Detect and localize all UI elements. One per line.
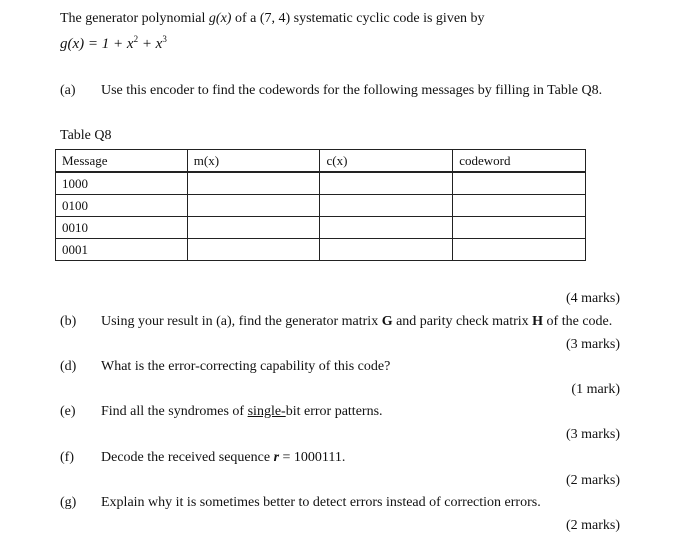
cell-codeword[interactable] xyxy=(453,217,586,239)
part-e-marks: (3 marks) xyxy=(565,427,620,442)
part-b-text-3: of the code. xyxy=(543,314,613,329)
header-codeword: codeword xyxy=(453,150,586,173)
part-g-marks: (2 marks) xyxy=(565,518,620,533)
cell-message: 0100 xyxy=(56,195,188,217)
table-q8 xyxy=(55,149,586,261)
table-header-row xyxy=(56,150,586,173)
intro-line xyxy=(60,11,485,27)
cell-codeword[interactable] xyxy=(453,239,586,261)
r-symbol: r xyxy=(273,450,280,465)
part-b-label: (b) xyxy=(60,314,77,329)
cell-codeword[interactable] xyxy=(453,172,586,195)
generator-polynomial xyxy=(60,36,167,52)
header-cx: c(x) xyxy=(320,150,453,173)
cell-mx[interactable] xyxy=(187,239,320,261)
cell-cx[interactable] xyxy=(320,172,453,195)
part-f-marks: (2 marks) xyxy=(565,473,620,488)
matrix-g: G xyxy=(381,314,393,329)
cell-mx[interactable] xyxy=(187,195,320,217)
part-d-marks: (1 mark) xyxy=(571,382,620,397)
part-f-text-2: = 1000111. xyxy=(279,450,346,465)
table-row xyxy=(56,195,586,217)
cell-mx[interactable] xyxy=(187,172,320,195)
poly-exponent-1: 2 xyxy=(133,34,139,44)
part-e-text-2: bit error patterns. xyxy=(285,404,383,419)
table-row xyxy=(56,217,586,239)
part-f-text xyxy=(101,450,345,466)
cell-cx[interactable] xyxy=(320,239,453,261)
part-d-text: What is the error-correcting capability of this code? xyxy=(101,359,391,374)
part-e-underlined: single- xyxy=(247,404,286,419)
part-e-text xyxy=(101,404,383,420)
part-g-label: (g) xyxy=(60,495,77,510)
part-f-text-1: Decode the received sequence xyxy=(101,450,274,465)
poly-mid: + x xyxy=(138,36,163,52)
header-mx: m(x) xyxy=(187,150,320,173)
part-d-label: (d) xyxy=(60,359,77,374)
cell-cx[interactable] xyxy=(320,195,453,217)
part-b-text xyxy=(101,314,612,330)
part-b-text-1: Using your result in (a), find the generator matrix xyxy=(101,314,382,329)
part-b-marks: (3 marks) xyxy=(565,337,620,352)
poly-lhs: g(x) = 1 + x xyxy=(60,36,134,52)
cell-message: 0010 xyxy=(56,217,188,239)
intro-text-end: of a (7, 4) systematic cyclic code is given by xyxy=(231,11,485,26)
part-f-label: (f) xyxy=(60,450,74,465)
table-caption: Table Q8 xyxy=(60,128,112,143)
part-g-text: Explain why it is sometimes better to detect errors instead of correction errors. xyxy=(101,495,541,510)
cell-codeword[interactable] xyxy=(453,195,586,217)
matrix-h: H xyxy=(532,314,544,329)
header-message: Message xyxy=(56,150,188,173)
part-e-label: (e) xyxy=(60,404,76,419)
part-b-text-2: and parity check matrix xyxy=(392,314,533,329)
part-e-text-1: Find all the syndromes of xyxy=(101,404,248,419)
cell-message: 1000 xyxy=(56,172,188,195)
cell-message: 0001 xyxy=(56,239,188,261)
part-a-text: Use this encoder to find the codewords for the following messages by filling in Table Q8. xyxy=(101,83,603,98)
intro-text: The generator polynomial xyxy=(60,11,209,26)
table-row xyxy=(56,172,586,195)
gx-symbol: g(x) xyxy=(208,11,232,26)
table-row xyxy=(56,239,586,261)
poly-exponent-2: 3 xyxy=(162,34,167,44)
part-a-label: (a) xyxy=(60,83,76,98)
cell-cx[interactable] xyxy=(320,217,453,239)
cell-mx[interactable] xyxy=(187,217,320,239)
part-a-marks: (4 marks) xyxy=(565,291,620,306)
